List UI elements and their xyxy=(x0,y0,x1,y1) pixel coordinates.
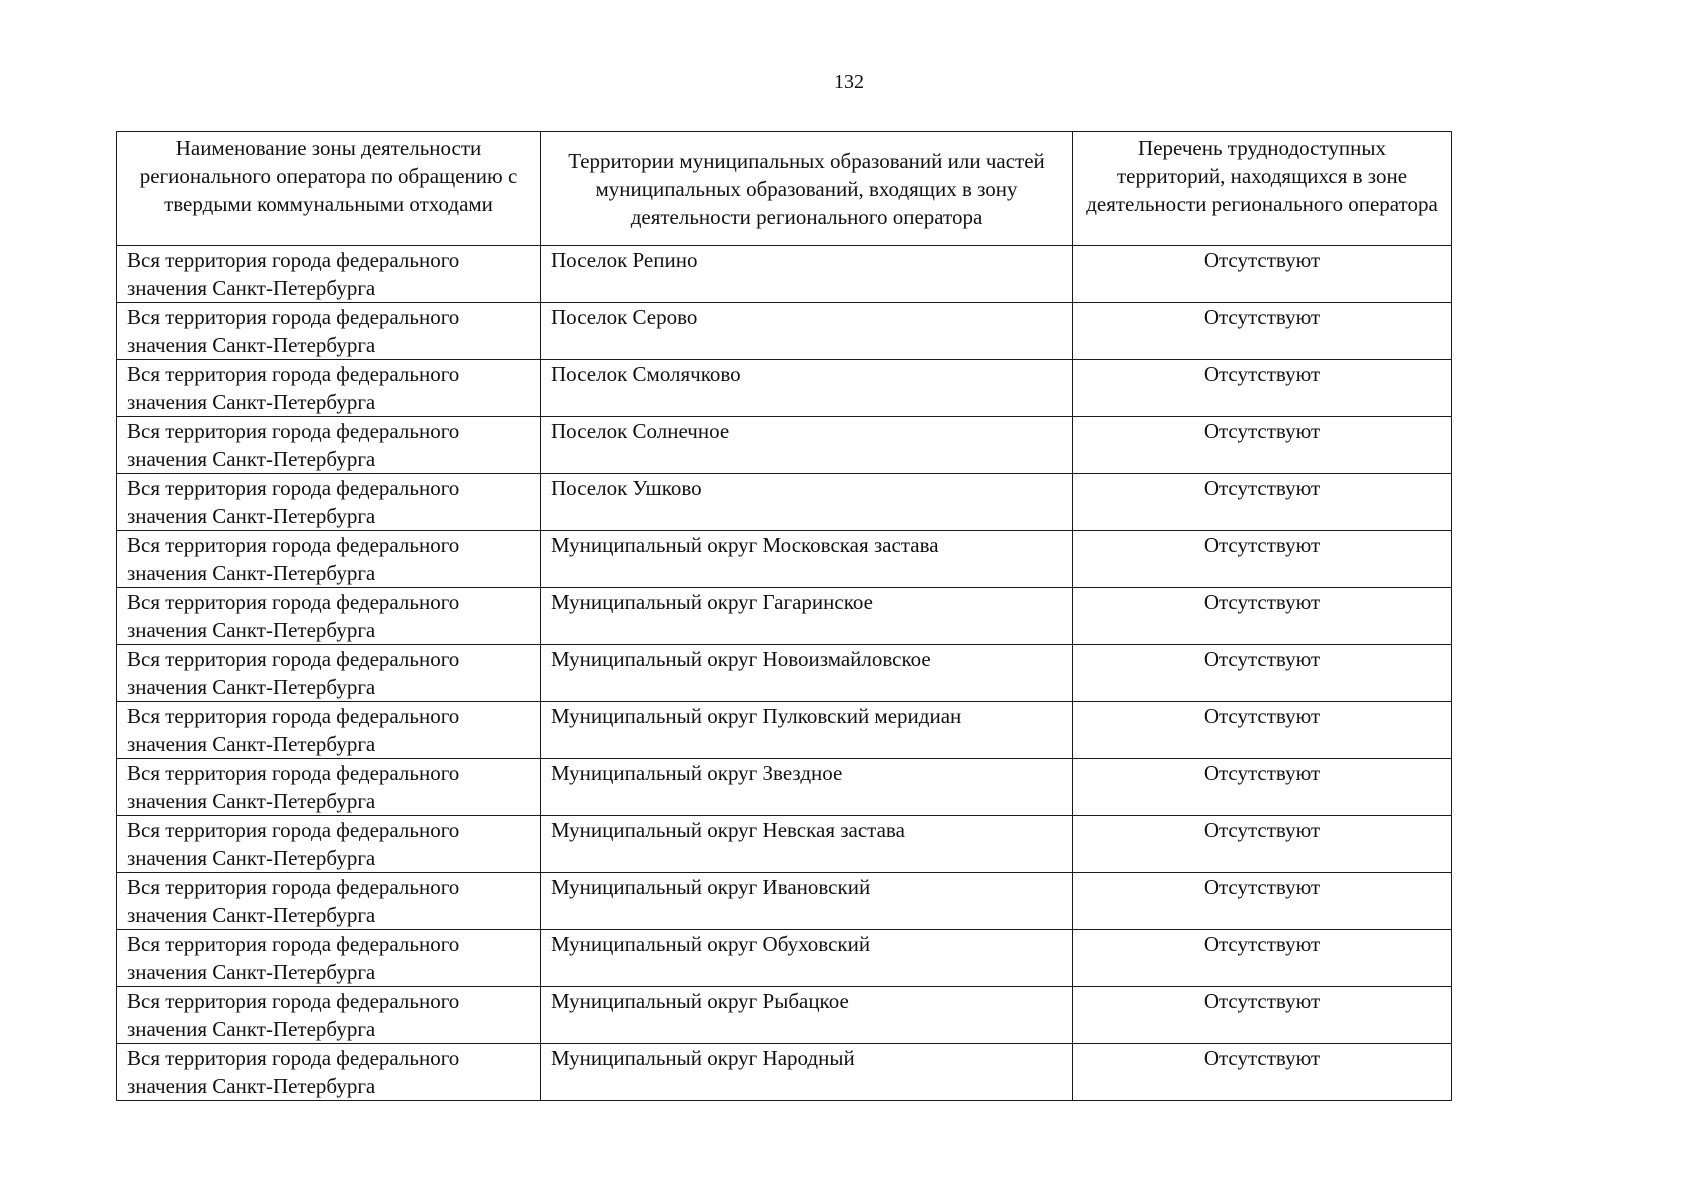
zone-cell: Вся территория города федерального значения Санкт-Петербурга xyxy=(117,816,541,873)
zone-cell: Вся территория города федерального значения Санкт-Петербурга xyxy=(117,246,541,303)
status-cell: Отсутствуют xyxy=(1073,930,1452,987)
status-cell: Отсутствуют xyxy=(1073,417,1452,474)
territory-cell: Муниципальный округ Новоизмайловское xyxy=(541,645,1073,702)
table-row xyxy=(117,417,1452,474)
table-body xyxy=(117,246,1452,1101)
territory-cell: Муниципальный округ Гагаринское xyxy=(541,588,1073,645)
territory-cell: Поселок Серово xyxy=(541,303,1073,360)
table-row xyxy=(117,930,1452,987)
table-row xyxy=(117,759,1452,816)
zone-cell: Вся территория города федерального значения Санкт-Петербурга xyxy=(117,588,541,645)
operator-zone-table xyxy=(116,131,1452,1101)
table-row xyxy=(117,360,1452,417)
status-cell: Отсутствуют xyxy=(1073,702,1452,759)
territory-cell: Поселок Солнечное xyxy=(541,417,1073,474)
territory-cell: Муниципальный округ Московская застава xyxy=(541,531,1073,588)
zone-cell: Вся территория города федерального значения Санкт-Петербурга xyxy=(117,531,541,588)
territory-cell: Муниципальный округ Звездное xyxy=(541,759,1073,816)
zone-cell: Вся территория города федерального значения Санкт-Петербурга xyxy=(117,873,541,930)
status-cell: Отсутствуют xyxy=(1073,246,1452,303)
status-cell: Отсутствуют xyxy=(1073,303,1452,360)
zone-cell: Вся территория города федерального значения Санкт-Петербурга xyxy=(117,474,541,531)
territory-cell: Муниципальный округ Невская застава xyxy=(541,816,1073,873)
zone-cell: Вся территория города федерального значения Санкт-Петербурга xyxy=(117,417,541,474)
table-row xyxy=(117,246,1452,303)
territory-cell: Муниципальный округ Рыбацкое xyxy=(541,987,1073,1044)
status-cell: Отсутствуют xyxy=(1073,987,1452,1044)
table-row xyxy=(117,588,1452,645)
territory-cell: Поселок Смолячково xyxy=(541,360,1073,417)
header-hard-to-reach: Перечень труднодоступных территорий, находящихся в зоне деятельности регионального оператора xyxy=(1073,132,1452,246)
table-row xyxy=(117,474,1452,531)
page-number: 132 xyxy=(834,71,864,93)
territory-cell: Муниципальный округ Обуховский xyxy=(541,930,1073,987)
status-cell: Отсутствуют xyxy=(1073,474,1452,531)
status-cell: Отсутствуют xyxy=(1073,360,1452,417)
status-cell: Отсутствуют xyxy=(1073,873,1452,930)
territory-cell: Муниципальный округ Народный xyxy=(541,1044,1073,1101)
table-header xyxy=(117,132,1452,246)
table-row xyxy=(117,303,1452,360)
table-row xyxy=(117,873,1452,930)
table-row xyxy=(117,531,1452,588)
header-territories: Территории муниципальных образований или частей муниципальных образований, входящих в зону деятельности регионального оператора xyxy=(541,132,1073,246)
zone-cell: Вся территория города федерального значения Санкт-Петербурга xyxy=(117,759,541,816)
status-cell: Отсутствуют xyxy=(1073,759,1452,816)
table-row xyxy=(117,816,1452,873)
zone-cell: Вся территория города федерального значения Санкт-Петербурга xyxy=(117,645,541,702)
territory-cell: Муниципальный округ Пулковский меридиан xyxy=(541,702,1073,759)
territory-cell: Поселок Репино xyxy=(541,246,1073,303)
table-row xyxy=(117,645,1452,702)
status-cell: Отсутствуют xyxy=(1073,588,1452,645)
table-row xyxy=(117,987,1452,1044)
zone-cell: Вся территория города федерального значения Санкт-Петербурга xyxy=(117,1044,541,1101)
status-cell: Отсутствуют xyxy=(1073,1044,1452,1101)
zone-cell: Вся территория города федерального значения Санкт-Петербурга xyxy=(117,987,541,1044)
header-zone-name: Наименование зоны деятельности регионального оператора по обращению с твердыми коммунальными отходами xyxy=(117,132,541,246)
status-cell: Отсутствуют xyxy=(1073,645,1452,702)
status-cell: Отсутствуют xyxy=(1073,531,1452,588)
territory-cell: Поселок Ушково xyxy=(541,474,1073,531)
zone-cell: Вся территория города федерального значения Санкт-Петербурга xyxy=(117,702,541,759)
status-cell: Отсутствуют xyxy=(1073,816,1452,873)
header-row xyxy=(117,132,1452,246)
table-row xyxy=(117,702,1452,759)
territory-cell: Муниципальный округ Ивановский xyxy=(541,873,1073,930)
zone-cell: Вся территория города федерального значения Санкт-Петербурга xyxy=(117,360,541,417)
operator-zone-table-container xyxy=(116,131,1451,1101)
table-row xyxy=(117,1044,1452,1101)
zone-cell: Вся территория города федерального значения Санкт-Петербурга xyxy=(117,930,541,987)
zone-cell: Вся территория города федерального значения Санкт-Петербурга xyxy=(117,303,541,360)
